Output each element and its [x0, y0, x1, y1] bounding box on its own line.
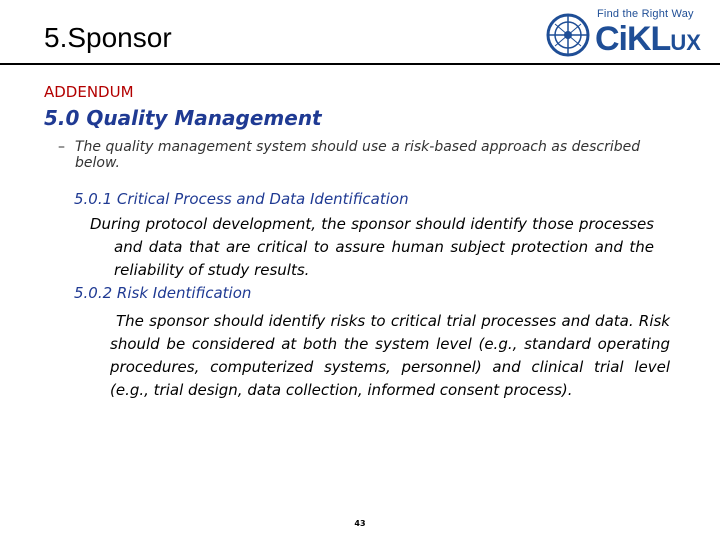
addendum-label: ADDENDUM — [44, 83, 134, 101]
section-intro: The quality management system should use a risk-based approach as described below. — [75, 139, 641, 171]
logo-tagline: Find the Right Way — [597, 8, 694, 20]
section-heading: 5.0 Quality Management — [44, 106, 322, 130]
logo-wordmark — [595, 20, 701, 59]
page-number: 43 — [354, 519, 366, 528]
bullet-dash: – — [58, 139, 65, 155]
title-divider — [0, 63, 720, 65]
subsection-2-body: The sponsor should identify risks to critical trial processes and data. Risk should be considered at both the system level (e.g., standard operating procedures, computerized systems, personnel) and clinical trial level (e.g., trial design, data collection, informed consent process). — [110, 312, 670, 399]
subsection-1-heading: 5.0.1 Critical Process and Data Identification — [74, 190, 409, 208]
logo-wordmark-small: UX — [670, 30, 701, 55]
company-logo — [545, 4, 715, 60]
subsection-1-body: During protocol development, the sponsor should identify those processes and data that are critical to assure human subject protection and the reliability of study results. — [90, 215, 654, 279]
logo-wordmark-main: CiKL — [595, 20, 671, 58]
globe-emblem-icon — [545, 12, 591, 58]
subsection-2-heading: 5.0.2 Risk Identification — [74, 284, 252, 302]
slide-title: 5.Sponsor — [44, 22, 172, 53]
